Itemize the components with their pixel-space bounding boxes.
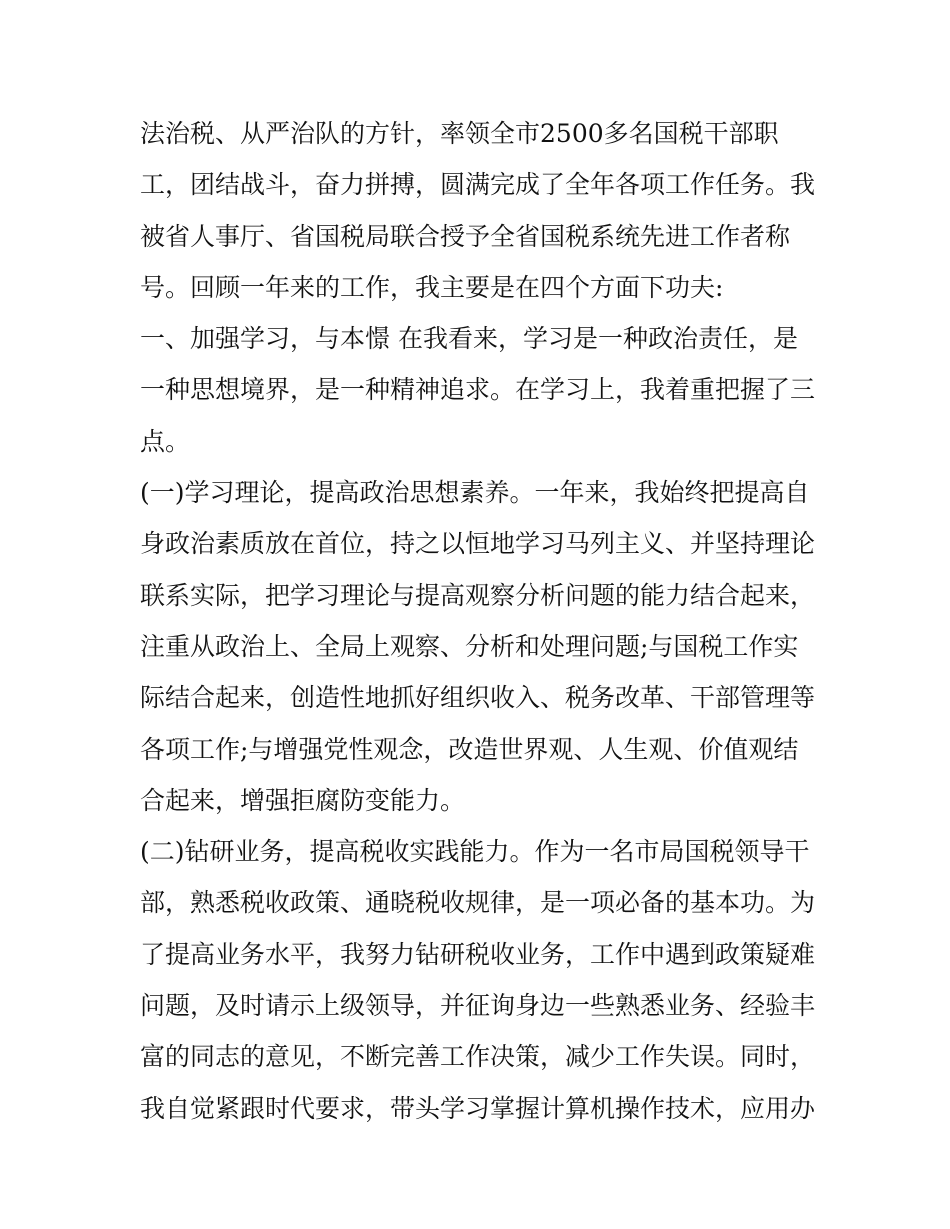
text-line: 工，团结战斗，奋力拼搏，圆满完成了全年各项工作任务。我: [140, 170, 816, 200]
text-line: 法治税、从严治队的方针，率领全市2500多名国税干部职: [140, 119, 779, 148]
text-line: (二)钻研业务，提高税收实践能力。作为一名市局国税领导干: [140, 837, 810, 867]
text-line: 际结合起来，创造性地抓好组织收入、税务改革、干部管理等: [140, 683, 816, 713]
text-line: 一、加强学习，与本憬 在我看来，学习是一种政治责任，是: [140, 324, 798, 354]
text-line: 注重从政治上、全局上观察、分析和处理问题;与国税工作实: [140, 631, 799, 661]
body-text: [140, 108, 830, 1134]
text-line: 身政治素质放在首位，持之以恒地学习马列主义、并坚持理论: [140, 529, 816, 559]
text-line: 点。: [140, 426, 191, 456]
text-line: 各项工作;与增强党性观念，改造世界观、人生观、价值观结: [140, 734, 799, 764]
text-line: 联系实际，把学习理论与提高观察分析问题的能力结合起来，: [140, 580, 816, 610]
text-line: 了提高业务水平，我努力钻研税收业务，工作中遇到政策疑难: [140, 939, 816, 969]
text-line: 被省人事厅、省国税局联合授予全省国税系统先进工作者称: [140, 221, 791, 251]
text-line: 号。回顾一年来的工作，我主要是在四个方面下功夫:: [140, 272, 724, 302]
text-line: 问题，及时请示上级领导，并征询身边一些熟悉业务、经验丰: [140, 991, 816, 1021]
text-line: 富的同志的意见，不断完善工作决策，减少工作失误。同时，: [140, 1042, 816, 1072]
text-line: 我自觉紧跟时代要求，带头学习掌握计算机操作技术，应用办: [140, 1093, 816, 1123]
text-line: (一)学习理论，提高政治思想素养。一年来，我始终把提高自: [140, 478, 810, 508]
text-line: 一种思想境界，是一种精神追求。在学习上，我着重把握了三: [140, 375, 816, 405]
text-line: 部，熟悉税收政策、通晓税收规律，是一项必备的基本功。为: [140, 888, 816, 918]
text-line: 合起来，增强拒腐防变能力。: [140, 785, 466, 815]
